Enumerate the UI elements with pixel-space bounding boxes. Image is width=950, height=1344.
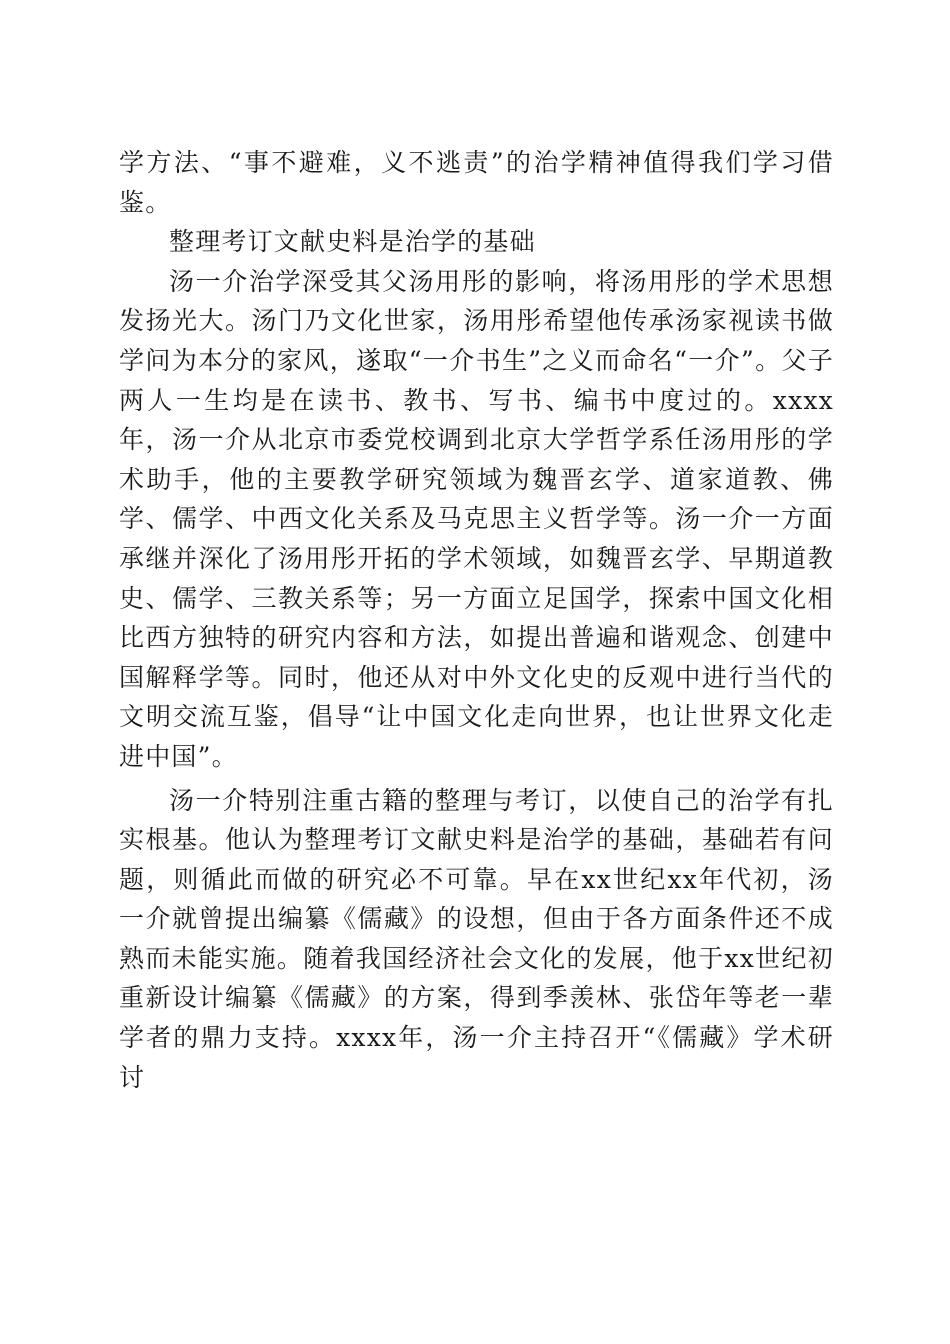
paragraph-continuation: 学方法、“事不避难，义不逃责”的治学精神值得我们学习借鉴。: [119, 148, 834, 217]
document-body: [119, 143, 834, 1097]
paragraph-father-influence: 汤一介治学深受其父汤用彤的影响，将汤用彤的学术思想发扬光大。汤门乃文化世家，汤用彤希望他传承汤家视读书做学问为本分的家风，遂取“一介书生”之义而命名“一介”。父子两人一生均是在读书、教书、写书、编书中度过的。xxxx年，汤一介从北京市委党校调到北京大学哲学系任汤用彤的学术助手，他的主要教学研究领域为魏晋玄学、道家道教、佛学、儒学、中西文化关系及马克思主义哲学等。汤一介一方面承继并深化了汤用彤开拓的学术领域，如魏晋玄学、早期道教史、儒学、三教关系等；另一方面立足国学，探索中国文化相比西方独特的研究内容和方法，如提出普遍和谐观念、创建中国解释学等。同时，他还从对中外文化史的反观中进行当代的文明交流互鉴，倡导“让中国文化走向世界，也让世界文化走进中国”。: [119, 266, 834, 771]
paragraph-ruzang-compilation: 汤一介特别注重古籍的整理与考订，以使自己的治学有扎实根基。他认为整理考订文献史料是治学的基础，基础若有问题，则循此而做的研究必不可靠。早在xx世纪xx年代初，汤一介就曾提出编纂《儒藏》的设想，但由于各方面条件还不成熟而未能实施。随着我国经济社会文化的发展，他于xx世纪初重新设计编纂《儒藏》的方案，得到季羡林、张岱年等老一辈学者的鼎力支持。xxxx年，汤一介主持召开“《儒藏》学术研讨: [119, 785, 834, 1092]
section-heading: 整理考订文献史料是治学的基础: [169, 227, 536, 257]
